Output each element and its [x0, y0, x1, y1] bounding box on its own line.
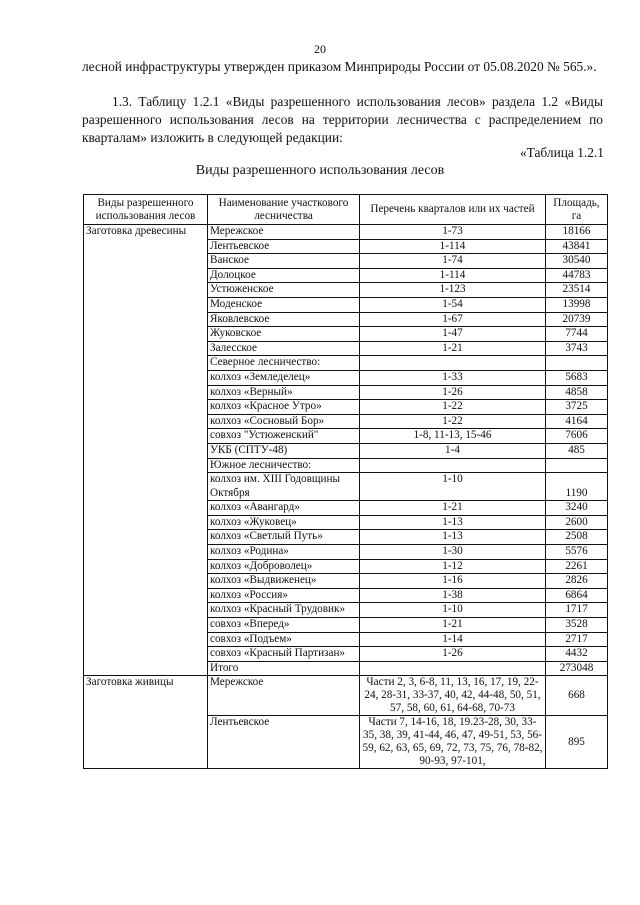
quarters-cell — [360, 458, 546, 473]
amendment-paragraph: 1.3. Таблицу 1.2.1 «Виды разрешенного использования лесов» раздела 1.2 «Виды разрешенного использования лесов на территории лесничества с распределением по кварталам» изложить в следующей редакции: — [82, 94, 603, 145]
forestry-name-cell: колхоз «Красный Трудовик» — [208, 603, 360, 618]
quarters-cell: 1-26 — [360, 385, 546, 400]
forestry-name-cell: Мережское — [208, 676, 360, 716]
quarters-cell: 1-13 — [360, 515, 546, 530]
quarters-cell: 1-12 — [360, 559, 546, 574]
area-cell: 1717 — [546, 603, 608, 618]
quarters-cell: 1-22 — [360, 414, 546, 429]
area-cell: 2508 — [546, 530, 608, 545]
quarters-cell: Части 7, 14-16, 18, 19.23-28, 30, 33-35, 38, 39, 41-44, 46, 47, 49-51, 53, 56-59, 62, 63, 65, 69, 72, 73, 75, 76, 78-82, 90-93, 97-101, — [360, 716, 546, 769]
area-cell: 30540 — [546, 254, 608, 269]
area-cell: 3743 — [546, 341, 608, 356]
area-cell: 3725 — [546, 400, 608, 415]
quarters-cell: 1-73 — [360, 225, 546, 240]
quarters-cell: 1-21 — [360, 341, 546, 356]
area-cell: 2826 — [546, 574, 608, 589]
forestry-name-cell: колхоз «Родина» — [208, 545, 360, 560]
quarters-cell: 1-4 — [360, 443, 546, 458]
forestry-name-cell: Жуковское — [208, 327, 360, 342]
forestry-name-cell: колхоз «Выдвиженец» — [208, 574, 360, 589]
quarters-cell — [360, 356, 546, 371]
area-cell: 273048 — [546, 661, 608, 676]
area-cell: 668 — [546, 676, 608, 716]
forestry-name-cell: совхоз «Вперед» — [208, 618, 360, 633]
quarters-cell: 1-22 — [360, 400, 546, 415]
area-cell: 4432 — [546, 647, 608, 662]
quarters-cell: 1-26 — [360, 647, 546, 662]
area-cell: 2717 — [546, 632, 608, 647]
table-row — [84, 225, 608, 240]
forest-use-table — [83, 194, 608, 769]
quarters-cell — [360, 661, 546, 676]
quarters-cell: 1-114 — [360, 268, 546, 283]
quarters-cell: 1-33 — [360, 370, 546, 385]
area-cell: 43841 — [546, 239, 608, 254]
forestry-name-cell: Яковлевское — [208, 312, 360, 327]
table-row — [84, 676, 608, 716]
quarters-cell: 1-21 — [360, 618, 546, 633]
forestry-name-cell: УКБ (СПТУ-48) — [208, 443, 360, 458]
table-title: Виды разрешенного использования лесов — [195, 163, 445, 178]
quarters-cell: 1-10 — [360, 473, 546, 501]
area-cell: 5576 — [546, 545, 608, 560]
forestry-name-cell: Южное лесничество: — [208, 458, 360, 473]
area-cell: 3528 — [546, 618, 608, 633]
forestry-name-cell: Мережское — [208, 225, 360, 240]
area-cell: 4164 — [546, 414, 608, 429]
area-cell: 44783 — [546, 268, 608, 283]
quarters-cell: 1-30 — [360, 545, 546, 560]
forestry-name-cell: совхоз «Красный Партизан» — [208, 647, 360, 662]
forestry-name-cell: колхоз «Доброволец» — [208, 559, 360, 574]
quarters-cell: 1-38 — [360, 588, 546, 603]
quarters-cell: 1-8, 11-13, 15-46 — [360, 429, 546, 444]
area-cell: 20739 — [546, 312, 608, 327]
forestry-name-cell: Устюженское — [208, 283, 360, 298]
use-type-cell: Заготовка древесины — [84, 225, 208, 676]
forestry-name-cell: колхоз «Авангард» — [208, 501, 360, 516]
quarters-cell: 1-54 — [360, 297, 546, 312]
area-cell: 2600 — [546, 515, 608, 530]
forestry-name-cell: колхоз «Россия» — [208, 588, 360, 603]
quarters-cell: 1-123 — [360, 283, 546, 298]
area-cell: 4858 — [546, 385, 608, 400]
area-cell: 13998 — [546, 297, 608, 312]
forestry-name-cell: Северное лесничество: — [208, 356, 360, 371]
quarters-cell: 1-21 — [360, 501, 546, 516]
area-cell — [546, 356, 608, 371]
area-cell: 23514 — [546, 283, 608, 298]
area-cell: 2261 — [546, 559, 608, 574]
forestry-name-cell: Залесское — [208, 341, 360, 356]
forestry-name-cell: Ванское — [208, 254, 360, 269]
area-cell: 485 — [546, 443, 608, 458]
intro-paragraph: лесной инфраструктуры утвержден приказом Минприроды России от 05.08.2020 № 565.». — [82, 59, 597, 74]
header-type: Виды разрешенного использования лесов — [84, 195, 208, 225]
header-area: Площадь, га — [546, 195, 608, 225]
area-cell: 3240 — [546, 501, 608, 516]
use-type-cell: Заготовка живицы — [84, 676, 208, 769]
quarters-cell: Части 2, 3, 6-8, 11, 13, 16, 17, 19, 22-24, 28-31, 33-37, 40, 42, 44-48, 50, 51, 57, 58, 60, 61, 64-68, 70-73 — [360, 676, 546, 716]
area-cell — [546, 458, 608, 473]
table-header-row — [84, 195, 608, 225]
area-cell: 895 — [546, 716, 608, 769]
forestry-name-cell: Моденское — [208, 297, 360, 312]
area-cell: 6864 — [546, 588, 608, 603]
area-cell: 5683 — [546, 370, 608, 385]
area-cell: 18166 — [546, 225, 608, 240]
quarters-cell: 1-47 — [360, 327, 546, 342]
forestry-name-cell: Лентьевское — [208, 716, 360, 769]
area-cell: 7744 — [546, 327, 608, 342]
quarters-cell: 1-13 — [360, 530, 546, 545]
forestry-name-cell: совхоз "Устюженский" — [208, 429, 360, 444]
forestry-name-cell: Итого — [208, 661, 360, 676]
forestry-name-cell: Лентьевское — [208, 239, 360, 254]
area-cell: 1190 — [546, 473, 608, 501]
forestry-name-cell: колхоз «Верный» — [208, 385, 360, 400]
page-number: 20 — [314, 42, 326, 56]
header-quarters: Перечень кварталов или их частей — [360, 195, 546, 225]
forestry-name-cell: колхоз «Красное Утро» — [208, 400, 360, 415]
forestry-name-cell: колхоз «Земледелец» — [208, 370, 360, 385]
header-name: Наименование участкового лесничества — [208, 195, 360, 225]
forestry-name-cell: Долоцкое — [208, 268, 360, 283]
quarters-cell: 1-114 — [360, 239, 546, 254]
quarters-cell: 1-67 — [360, 312, 546, 327]
quarters-cell: 1-10 — [360, 603, 546, 618]
area-cell: 7606 — [546, 429, 608, 444]
forestry-name-cell: колхоз «Жуковец» — [208, 515, 360, 530]
forestry-name-cell: колхоз «Светлый Путь» — [208, 530, 360, 545]
quarters-cell: 1-74 — [360, 254, 546, 269]
forestry-name-cell: колхоз им. XIII Годовщины Октября — [208, 473, 360, 501]
table-reference: «Таблица 1.2.1 — [519, 145, 604, 160]
forestry-name-cell: совхоз «Подъем» — [208, 632, 360, 647]
forestry-name-cell: колхоз «Сосновый Бор» — [208, 414, 360, 429]
quarters-cell: 1-16 — [360, 574, 546, 589]
quarters-cell: 1-14 — [360, 632, 546, 647]
